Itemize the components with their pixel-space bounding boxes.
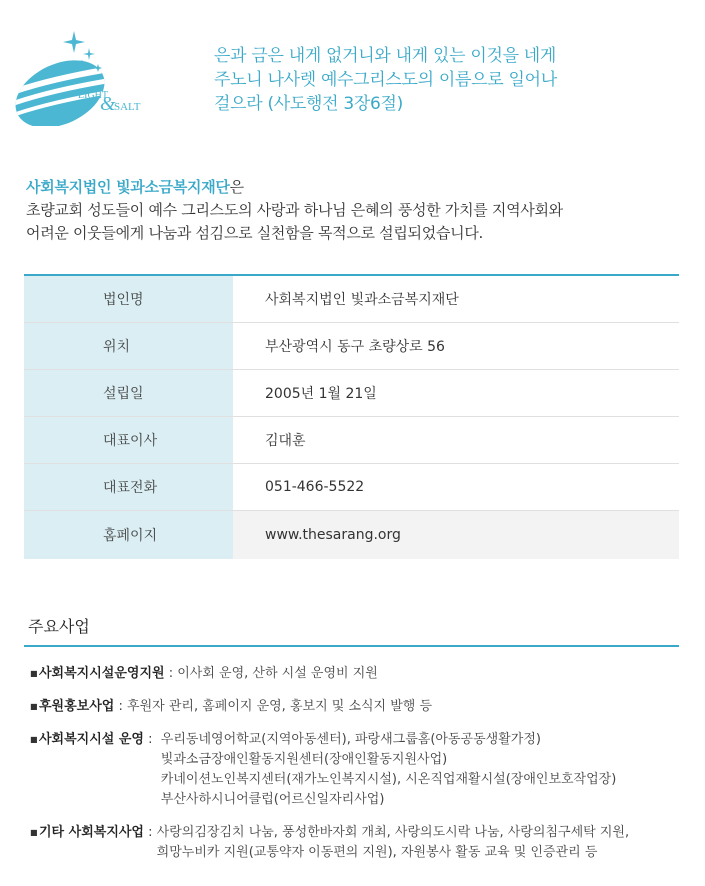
section-divider [24,645,679,647]
light-and-salt-logo [10,26,170,126]
info-label: 홈페이지 [24,511,233,559]
logo-ampersand: & [100,93,116,115]
info-row-founded [24,370,679,417]
business-list [30,664,690,876]
business-detail-line: 카네이션노인복지센터(재가노인복지시설), 시온직업재활시설(장애인보호작업장) [160,772,617,787]
bullet-icon: ■ [30,735,38,744]
list-item [30,730,690,810]
info-value: 부산광역시 동구 초량상로 56 [233,323,679,369]
info-label: 설립일 [24,370,233,416]
business-detail-line: 부산사하시니어클럽(어르신일자리사업) [160,792,385,807]
business-detail-line: 이사회 운영, 산하 시설 운영비 지원 [177,666,378,681]
verse-line: 주노니 나사렛 예수그리스도의 이름으로 일어나 [214,70,557,90]
section-title-main-business: 주요사업 [28,617,90,636]
info-value: 김대훈 [233,417,679,463]
info-row-homepage [24,511,679,559]
business-detail-line: 희망누비카 지원(교통약자 이동편의 지원), 자원봉사 활동 교육 및 인증관리 등 [156,845,598,860]
bible-verse [214,44,684,116]
info-row-name [24,276,679,323]
foundation-info-table [24,274,679,559]
info-value: 2005년 1월 21일 [233,370,679,416]
business-separator: : [144,825,157,840]
intro-line-1 [26,176,686,199]
business-detail-line: 우리동네영어학교(지역아동센터), 파랑새그룹홈(아동공동생활가정) [160,732,541,747]
list-item [30,697,690,717]
info-label: 대표이사 [24,417,233,463]
business-detail-line: 후원자 관리, 홈페이지 운영, 홍보지 및 소식지 발행 등 [127,699,433,714]
org-suffix: 은 [229,178,244,196]
business-detail-line: 사랑의김장김치 나눔, 풍성한바자회 개최, 사랑의도시락 나눔, 사랑의침구세탁 지원, [156,825,630,840]
logo-text-salt: SALT [114,101,141,113]
business-name: 후원홍보사업 [39,699,115,714]
info-label: 위치 [24,323,233,369]
business-name: 사회복지시설운영지원 [39,666,165,681]
business-detail [157,823,629,863]
intro-line-2: 초량교회 성도들이 예수 그리스도의 사랑과 하나님 은혜의 풍성한 가치를 지역사회와 [26,201,563,219]
list-item [30,823,690,863]
intro-line-3: 어려운 이웃들에게 나눔과 섬김으로 실천함을 목적으로 설립되었습니다. [26,224,483,242]
info-row-location [24,323,679,370]
verse-line: 은과 금은 내게 없거니와 내게 있는 이것을 네게 [214,46,557,66]
business-detail [177,664,378,684]
info-value: 사회복지법인 빛과소금복지재단 [233,276,679,322]
business-separator: : [114,699,128,714]
list-item [30,664,690,684]
info-row-phone [24,464,679,511]
business-detail [127,697,432,717]
info-row-ceo [24,417,679,464]
business-separator: : [164,666,178,681]
bullet-icon: ■ [30,669,38,678]
bullet-icon: ■ [30,828,38,837]
homepage-link[interactable]: www.thesarang.org [233,511,679,559]
business-detail-line: 빛과소금장애인활동지원센터(장애인활동지원사업) [160,752,448,767]
info-label: 대표전화 [24,464,233,510]
business-name: 기타 사회복지사업 [39,825,144,840]
bullet-icon: ■ [30,702,38,711]
business-separator: : [144,732,161,747]
org-name: 사회복지법인 빛과소금복지재단 [26,178,230,196]
info-label: 법인명 [24,276,233,322]
globe-star-icon [10,26,170,126]
info-value: 051-466-5522 [233,464,679,510]
verse-line: 걸으라 (사도행전 3장6절) [214,94,404,114]
business-detail [161,730,617,810]
foundation-intro [26,176,686,245]
business-name: 사회복지시설 운영 [39,732,144,747]
logo-text-light: LIGHT [78,90,108,101]
